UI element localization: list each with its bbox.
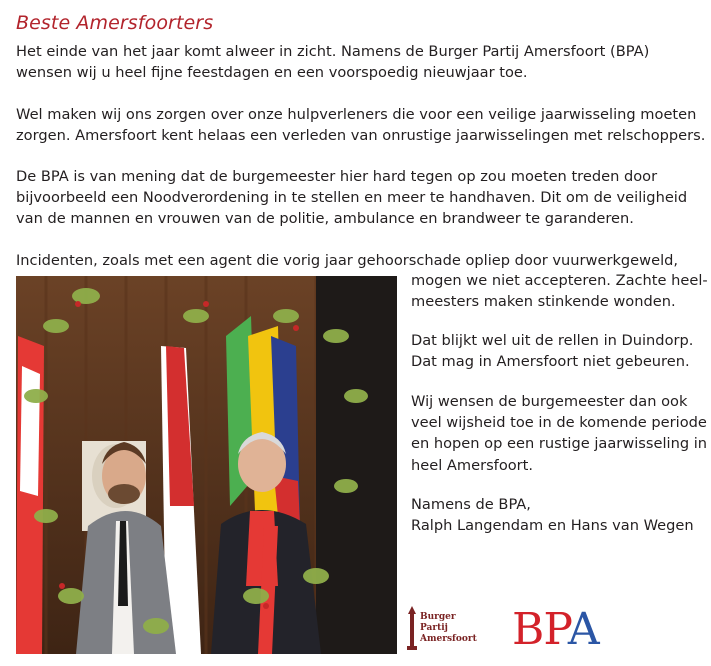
text-line: Het einde van het jaar komt alweer in zicht. Namens de Burger Partij Amersfoort (BPA) xyxy=(16,43,650,60)
text-line: heel Amersfoort. xyxy=(411,456,534,474)
tower-icon xyxy=(404,606,420,654)
paragraph-opinion xyxy=(16,166,706,230)
signature-line: Namens de BPA, xyxy=(411,496,531,513)
letter-heading: Beste Amersfoorters xyxy=(16,12,214,34)
text-line: Wel maken wij ons zorgen over onze hulpverleners die voor een veilige jaarwisseling moeten xyxy=(16,106,697,123)
text-line: mogen we niet accepteren. Zachte heel- xyxy=(411,272,708,289)
text-line: Wij wensen de burgemeester dan ook xyxy=(411,393,688,410)
text-line: en hopen op een rustige jaarwisseling in xyxy=(411,435,708,453)
paragraph-duindorp xyxy=(411,330,701,372)
paragraph-incidents xyxy=(16,250,706,271)
bpa-letter-p: P xyxy=(543,604,568,655)
photo-illustration xyxy=(16,276,397,654)
bpa-letter-b: B xyxy=(512,604,544,655)
paragraph-wish xyxy=(411,391,708,476)
bpa-letter-a: A xyxy=(567,604,599,655)
signature-block xyxy=(411,494,701,536)
text-line: Dat blijkt wel uit de rellen in Duindorp. xyxy=(411,332,694,349)
text-line: van de mannen en vrouwen van de politie, ambulance en brandweer te garanderen. xyxy=(16,210,634,228)
text-line: Incidenten, zoals met een agent die vorig jaar gehoorschade opliep door vuurwerkgeweld, xyxy=(16,252,679,269)
logo-area xyxy=(404,606,634,654)
signature-names: Ralph Langendam en Hans van Wegen xyxy=(411,517,694,535)
text-line: meesters maken stinkende wonden. xyxy=(411,293,676,311)
photo-two-men-with-flags xyxy=(16,276,397,654)
text-line: veel wijsheid toe in de komende periode xyxy=(411,414,707,432)
text-line: zorgen. Amersfoort kent helaas een verleden van onrustige jaarwisselingen met relschoppers. xyxy=(16,127,706,145)
bpa-logo xyxy=(512,606,599,654)
logo-word: Amersfoort xyxy=(420,634,477,644)
logo-word: Partij xyxy=(420,623,448,633)
text-line: De BPA is van mening dat de burgemeester hier hard tegen op zou moeten treden door xyxy=(16,168,658,185)
logo-word: Burger xyxy=(420,612,456,622)
small-logo-text xyxy=(420,612,477,645)
paragraph-greeting xyxy=(16,41,706,83)
text-line: wensen wij u heel fijne feestdagen en een voorspoedig nieuwjaar toe. xyxy=(16,64,528,82)
text-line: Dat mag in Amersfoort niet gebeuren. xyxy=(411,353,690,371)
paragraph-concerns xyxy=(16,104,706,146)
text-line: bijvoorbeeld een Noodverordening in te stellen en meer te handhaven. Dit om de veiligheid xyxy=(16,189,688,207)
paragraph-accept xyxy=(411,270,708,312)
burger-partij-amersfoort-logo xyxy=(404,606,484,654)
